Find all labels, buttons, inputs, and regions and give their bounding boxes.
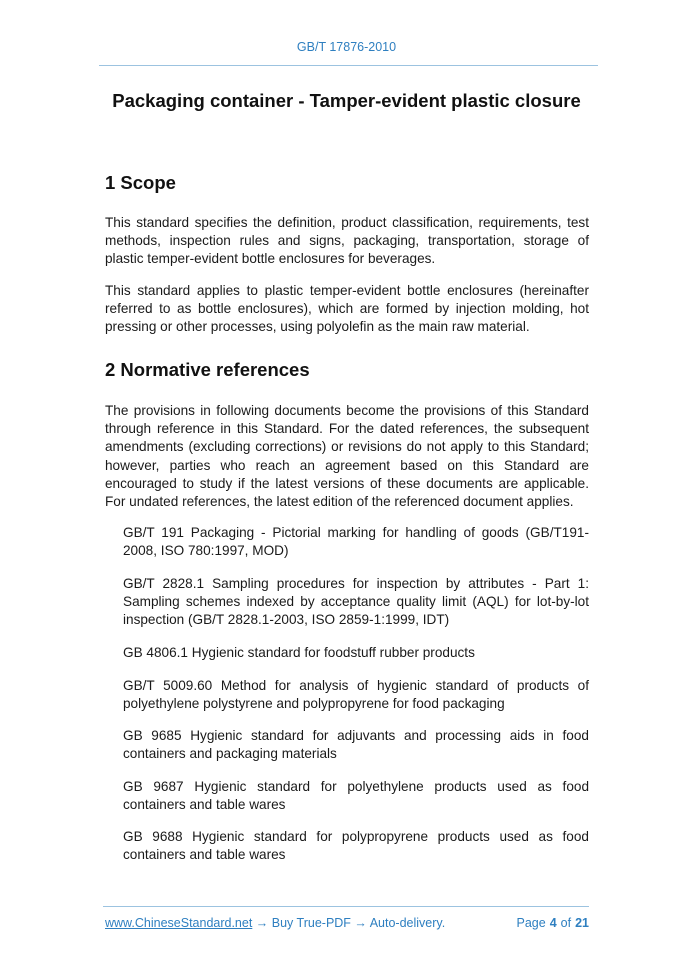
footer-promo bbox=[105, 916, 445, 930]
page-total: 21 bbox=[575, 916, 589, 930]
reference-item: GB 9685 Hygienic standard for adjuvants and processing aids in food containers and packaging materials bbox=[123, 728, 589, 762]
normative-intro-paragraph: The provisions in following documents become the provisions of this Standard through reference in this Standard. For the dated references, the subsequent amendments (excluding corrections) or revisions do not apply to this Standard; however, parties who reach an agreement based on this Standard are encouraged to study if the latest versions of these documents are applicable. For undated references, the latest edition of the referenced document applies. bbox=[105, 403, 589, 510]
page-of-label: of bbox=[560, 916, 572, 930]
page-number bbox=[517, 916, 590, 930]
standard-code-header: GB/T 17876-2010 bbox=[296, 40, 397, 54]
footer-promo-text: → Buy True-PDF → Auto-delivery. bbox=[252, 916, 446, 930]
reference-item: GB/T 2828.1 Sampling procedures for inspection by attributes - Part 1: Sampling schemes indexed by acceptance quality limit (AQL) for lot-by-lot inspection (GB/T 2828.1-2003, ISO 2859-1:1999, IDT) bbox=[123, 576, 589, 628]
section-heading-scope: 1 Scope bbox=[105, 172, 176, 193]
section-heading-normative-references: 2 Normative references bbox=[105, 359, 310, 380]
scope-paragraph-2: This standard applies to plastic temper-evident bottle enclosures (hereinafter referred to as bottle enclosures), which are formed by injection molding, hot pressing or other processes, using polyolefin as the main raw material. bbox=[105, 283, 589, 335]
reference-item: GB/T 5009.60 Method for analysis of hygienic standard of products of polyethylene polystyrene and polypropyrene for food packaging bbox=[123, 678, 589, 712]
reference-item: GB/T 191 Packaging - Pictorial marking for handling of goods (GB/T191-2008, ISO 780:1997, MOD) bbox=[123, 525, 589, 559]
reference-item: GB 9688 Hygienic standard for polypropyrene products used as food containers and table wares bbox=[123, 829, 589, 863]
footer-divider bbox=[103, 906, 589, 907]
page-current: 4 bbox=[549, 916, 557, 930]
reference-item: GB 4806.1 Hygienic standard for foodstuff rubber products bbox=[123, 645, 475, 660]
header-divider bbox=[99, 65, 598, 66]
chinesestandard-link[interactable]: www.ChineseStandard.net bbox=[105, 916, 253, 930]
reference-item: GB 9687 Hygienic standard for polyethylene products used as food containers and table wares bbox=[123, 779, 589, 813]
document-title: Packaging container - Tamper-evident plastic closure bbox=[112, 90, 581, 111]
scope-paragraph-1: This standard specifies the definition, product classification, requirements, test methods, inspection rules and signs, packaging, transportation, storage of plastic temper-evident bottle enclosures for beverages. bbox=[105, 215, 589, 267]
page-label: Page bbox=[516, 916, 546, 930]
